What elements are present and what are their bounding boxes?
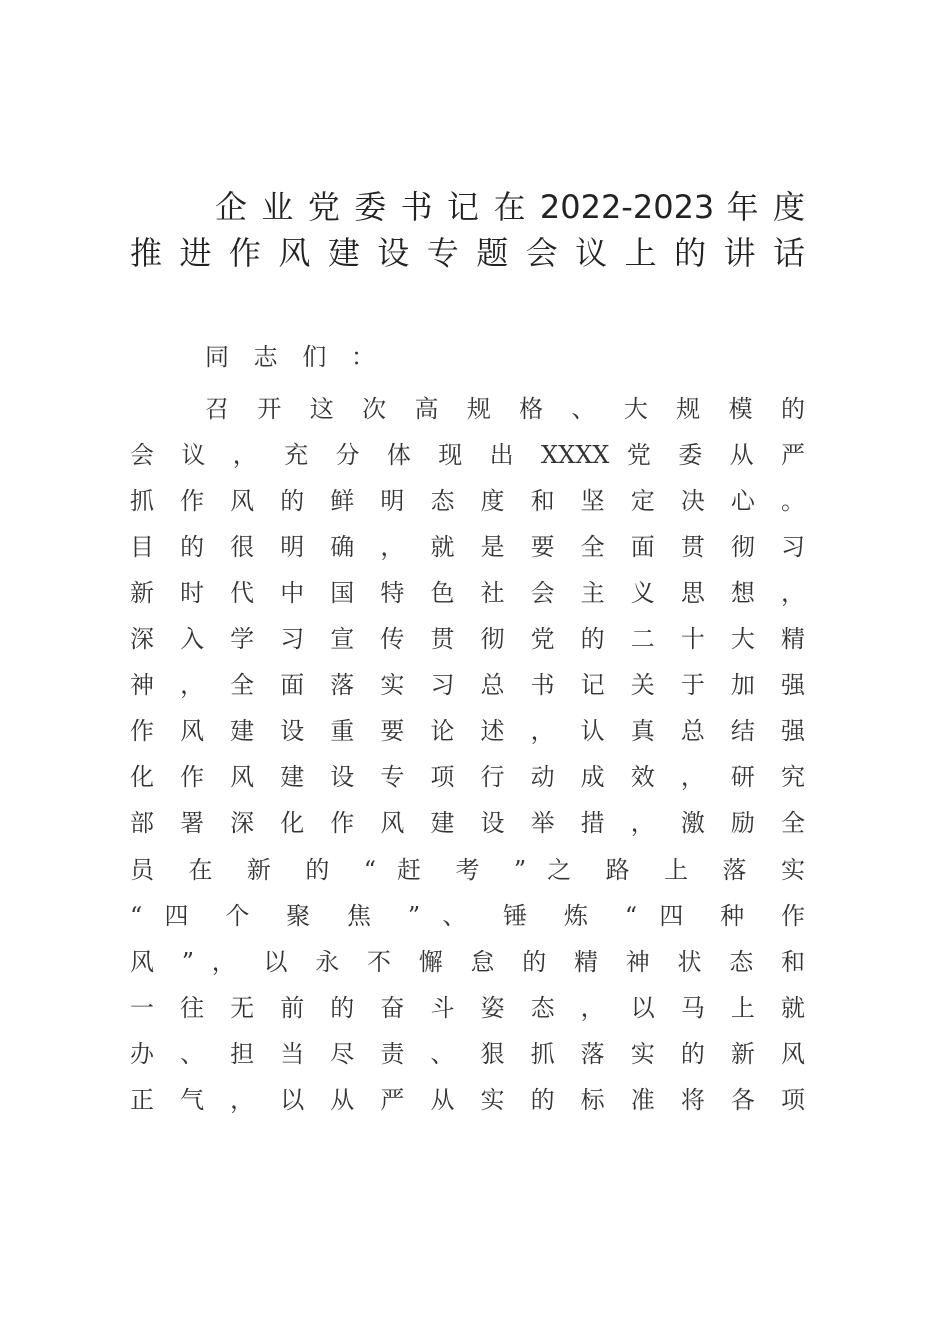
- paragraph-line: 办 、 担 当 尽 责 、 狠 抓 落 实 的 新 风: [130, 1040, 805, 1068]
- paragraph-line: 召 开 这 次 高 规 格 、 大 规 模 的: [205, 395, 805, 423]
- paragraph-line: 作 风 建 设 重 要 论 述 ， 认 真 总 结 强: [130, 717, 805, 745]
- paragraph-line: 新 时 代 中 国 特 色 社 会 主 义 思 想 ，: [130, 579, 805, 607]
- paragraph-line: 员 在 新 的 “ 赶 考 ” 之 路 上 落 实: [130, 856, 805, 884]
- document-title-line-1: 企 业 党 委 书 记 在 2022-2023 年 度: [215, 188, 805, 226]
- paragraph-line: 部 署 深 化 作 风 建 设 举 措 ， 激 励 全: [130, 809, 805, 837]
- document-title-line-2: 推 进 作 风 建 设 专 题 会 议 上 的 讲 话: [130, 234, 805, 272]
- paragraph-line: 正 气 ， 以 从 严 从 实 的 标 准 将 各 项: [130, 1086, 805, 1114]
- paragraph-line: 神 ， 全 面 落 实 习 总 书 记 关 于 加 强: [130, 671, 805, 699]
- paragraph-line: 目 的 很 明 确 ， 就 是 要 全 面 贯 彻 习: [130, 533, 805, 561]
- paragraph-line: 风 ” ， 以 永 不 懈 怠 的 精 神 状 态 和: [130, 948, 805, 976]
- paragraph-line: 深 入 学 习 宣 传 贯 彻 党 的 二 十 大 精: [130, 625, 805, 653]
- paragraph-line: 会 议 ， 充 分 体 现 出 XXXX 党 委 从 严: [130, 441, 805, 469]
- paragraph-line: 一 往 无 前 的 奋 斗 姿 态 ， 以 马 上 就: [130, 994, 805, 1022]
- salutation: 同 志 们 ：: [205, 343, 375, 371]
- paragraph-line: 化 作 风 建 设 专 项 行 动 成 效 ， 研 究: [130, 763, 805, 791]
- paragraph-line: “ 四 个 聚 焦 ” 、 锤 炼 “ 四 种 作: [130, 902, 805, 930]
- paragraph-line: 抓 作 风 的 鲜 明 态 度 和 坚 定 决 心 。: [130, 487, 805, 515]
